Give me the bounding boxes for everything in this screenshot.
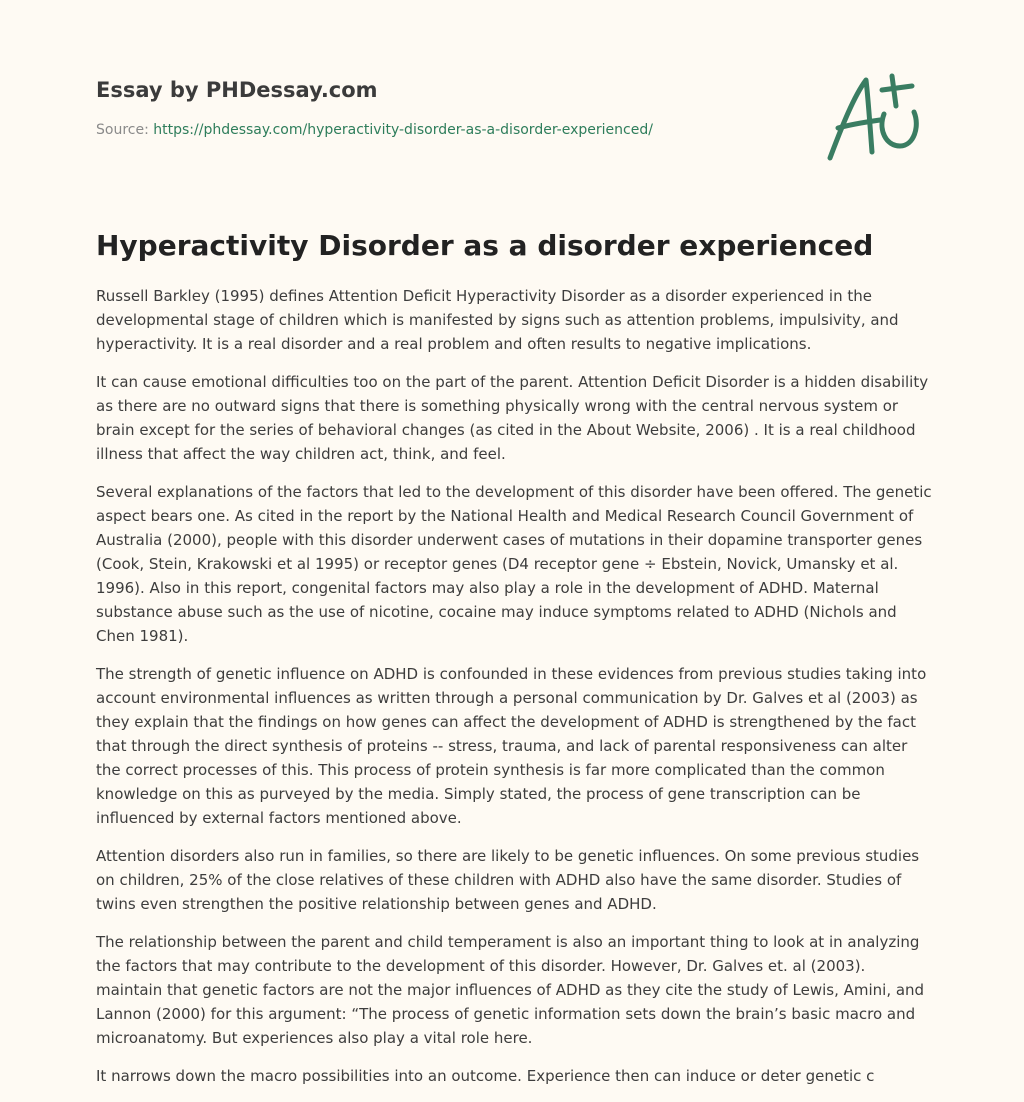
article-paragraph: The strength of genetic influence on ADHD is confounded in these evidences from previous studies taking into account environmental influences as written through a personal communication by Dr. Galves et al (2003) as they explain that the findings on how genes can affect the development of ADHD is strengthened by the fact that through the direct synthesis of proteins -- stress, trauma, and lack of parental responsiveness can alter the correct processes of this. This process of protein synthesis is far more complicated than the common knowledge on this as purveyed by the media. Simply stated, the process of gene transcription can be influenced by external factors mentioned above. [96, 665, 927, 827]
page-header [96, 74, 936, 174]
article-paragraph: It narrows down the macro possibilities into an outcome. Experience then can induce or deter genetic c [96, 1067, 875, 1085]
source-line [96, 120, 936, 140]
article-title: Hyperactivity Disorder as a disorder experienced [96, 229, 874, 262]
brand-title: Essay by PHDessay.com [96, 78, 378, 102]
article-paragraph: Attention disorders also run in families, so there are likely to be genetic influences. On some previous studies on children, 25% of the close relatives of these children with ADHD also have the same disorder. Studies of twins even strengthen the positive relationship between genes and ADHD. [96, 847, 920, 913]
article-paragraph: It can cause emotional difficulties too on the part of the parent. Attention Deficit Disorder is a hidden disability as there are no outward signs that there is something physically wrong with the central nervous system or brain except for the series of behavioral changes (as cited in the About Website, 2006) . It is a real childhood illness that affect the way children act, think, and feel. [96, 373, 929, 463]
source-label: Source: [96, 122, 149, 138]
a-plus-logo-icon [820, 66, 930, 166]
source-link[interactable]: https://phdessay.com/hyperactivity-disorder-as-a-disorder-experienced/ [153, 122, 653, 138]
article-paragraph: Russell Barkley (1995) defines Attention Deficit Hyperactivity Disorder as a disorder experienced in the developmental stage of children which is manifested by signs such as attention problems, impulsivity, and hyperactivity. It is a real disorder and a real problem and often results to negative implications. [96, 287, 899, 353]
article-paragraph: The relationship between the parent and child temperament is also an important thing to look at in analyzing the factors that may contribute to the development of this disorder. However, Dr. Galves et. al (2003). maintain that genetic factors are not the major influences of ADHD as they cite the study of Lewis, Amini, and Lannon (2000) for this argument: “The process of genetic information sets down the brain’s basic macro and microanatomy. But experiences also play a vital role here. [96, 933, 925, 1047]
article-paragraph: Several explanations of the factors that led to the development of this disorder have been offered. The genetic aspect bears one. As cited in the report by the National Health and Medical Research Council Government of Australia (2000), people with this disorder underwent cases of mutations in their dopamine transporter genes (Cook, Stein, Krakowski et al 1995) or receptor genes (D4 receptor gene ÷ Ebstein, Novick, Umansky et al. 1996). Also in this report, congenital factors may also play a role in the development of ADHD. Maternal substance abuse such as the use of nicotine, cocaine may induce symptoms related to ADHD (Nichols and Chen 1981). [96, 483, 932, 645]
article [96, 226, 932, 1102]
